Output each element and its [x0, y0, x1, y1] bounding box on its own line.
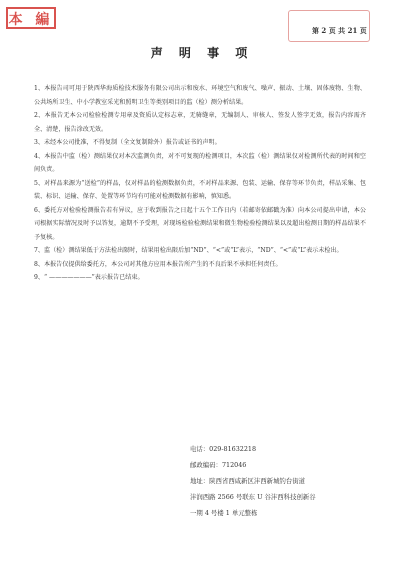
- statement-item-3: 3、未经本公司批准，不得复制（全文复制除外）报告或证书的声明。: [34, 139, 221, 146]
- statement-item-4: 4、本报告中监（检）测结果仅对本次监测负责，对不可复现的检测项目，本次监（检）测结果仅对检测所代表的时间和空间负责。: [34, 152, 366, 173]
- contact-address-line-3: 一期 4 号楼 1 单元整栋: [190, 509, 258, 517]
- statement-item-8: 8、本报告仅提供给委托方，本公司对其他方应用本报告所产生的不良后果不承担任何责任。: [34, 260, 282, 268]
- contact-postcode: 邮政编码：712046: [190, 461, 247, 469]
- statement-item-7: 7、监（检）测结果低于方法检出限时，结果用检出限后加“ND”、“<”或“L”表示，“ND”、“<”或“L”表示未检出。: [34, 247, 343, 254]
- page-title: 声 明 事 项: [150, 46, 254, 60]
- statement-list: [34, 82, 366, 285]
- contact-address-line-1: 地址：陕西省西咸新区沣西新城钓台街道: [190, 477, 306, 485]
- statement-item-5: 5、对样品来源为“送检”的样品，仅对样品的检测数据负责，不对样品来源、包装、运输、保存等环节负责，样品采集、包装、标识、运输、保存、处置等环节均有可能对检测数据有影响，慎知悉。: [34, 179, 366, 200]
- statement-item-1: 1、本报告司可用于陕西华海质检技术服务有限公司出示和废水、环境空气和废气、噪声、振动、土壤、固体废物、生物、公共场所卫生、中小学教室采光和照明卫生等类别项目的监（检）测分析结果。: [34, 85, 366, 106]
- statement-item-2: 2、本报告无本公司检验检测专用章及资质认定标志章，无骑缝章，无编制人、审核人、签发人签字无效，报告内容需齐全、清楚，报告涂改无效。: [34, 112, 366, 133]
- contact-address-line-2: 沣润西路 2566 号联东 U 谷沣西科技创新谷: [190, 493, 316, 501]
- statement-item-9: 9、“ ———————”表示报告已结束。: [34, 274, 144, 281]
- contact-phone: 电话：029-81632218: [190, 445, 257, 453]
- contact-block: [190, 441, 370, 521]
- page-stamp: 本 編: [6, 7, 56, 29]
- statement-item-6: 6、委托方对检验检测报告若有异议，应于收到报告之日起十五个工作日内（若邮寄依邮戳为准）向本公司提出申请，本公司根据实际情况及时予以答复，逾期不予受理，对现场检验检测结果和微生物检验检测结果以及超出检测日期的样品结果不予复核。: [34, 206, 366, 241]
- page-number: 第 2 页 共 21 页: [312, 26, 367, 35]
